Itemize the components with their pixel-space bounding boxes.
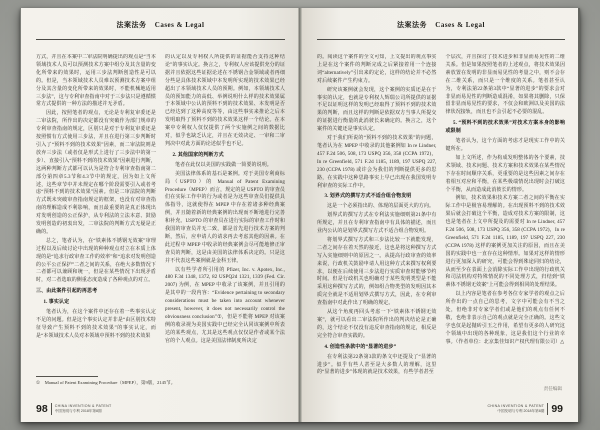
page-header: [36, 20, 285, 40]
footnote-block: [36, 376, 285, 387]
text-column-1: [36, 54, 156, 372]
page-left: [20, 8, 298, 422]
section-heading: 3. 划界式的撰写方式不适合组合物发明: [324, 194, 412, 200]
text-columns: [317, 54, 565, 380]
footer-journal-meta: [55, 404, 112, 413]
footer-journal-name-en: CHINA INVENTION & PATENT: [54, 404, 112, 409]
footer-divider: [547, 403, 548, 415]
page-header: [317, 20, 565, 40]
page-footer-left: [36, 403, 111, 415]
text-column-3: [317, 54, 437, 380]
editor-credit: 责任编辑: [543, 386, 562, 391]
paragraph: 例如，技术效果和技术方案二者之间的平衡在实际工作中是极容易理解的。在出现预料不到的技术效果后就会打破这个平衡，造成对技术方案的限制，这也是笔者在上文中所提及的需要对 In re Lindner, 457 F.2d 506, 508, 173 USPQ 356, 358 (CCPA 1972)，In re Greenfield, 571 F.2d 1185, 1189, 197 USPQ 227, 230 (CCPA 1978) 这样的案例更加关注的原因，而且在美国的实践中也一直存在这种情形。如果对这样的情形进行更加深入的研究，可能会得到殊途同归的结论，从而至少在表面上会消除实际工作中出现的行政机关和司法机构对特殊情况的不同处理方式，归结到“铁素体不锈钢无效案”上可能会得到相同的处理结果。: [445, 196, 565, 289]
paragraph: 如上文所述，作为构成发明整体的各个要素，技术领域、技术问题、技术方案和技术效果在某些情况下存在时间顺序关系，更重要的是这些因素之间存在着相互对应和平衡，在某些极端情况出现时会打破这个平衡，从而造成此消彼长的情形。: [445, 155, 565, 193]
page-number-right: 99: [551, 403, 563, 415]
page-footer-right: [488, 403, 563, 415]
paragraph: 将划界式撰写方式和三步法比较一下就能发现，二者之间存在着天然的接近，这也是将这种撰写方式写入实施细则中的原因之一。从提高行政审查的效率来说，行政机关鼓励申请人用这种方式来撰写权利要求，以便在后续使用三步法进行实质审查时能够节约时间。但是行政机关也明确对于某些发明类型是不能采用这种撰写方式的，例如组合物类型的发明因其本质完全就是不适用划界式撰写方式，因此，在专利审查指南中对此作出了明确的规定。: [317, 237, 437, 307]
paragraph: 笔者认为，在这个案件中还存在着一些事实认定不足的问题。但是这个事实认定并非是“由区别技术特征导致产生预料不到的技术效果”的事实认定，而是“本领域技术人员对本领域中预料不到的技术效果: [36, 310, 156, 339]
section-heading: 三、由此案件引起的再思考: [36, 289, 98, 295]
header-title-en: Cases & Legal: [435, 21, 485, 29]
paragraph: 以上内容是笔者在参考各位专家学者的观点之后所作出的一点自己的思考，文字中可能会有不当之处，但绝非对专家学者们或是他们的观点有任何不敬，也绝非表示自己的观点就是完全正确的。这些文字也仅是起抛砖引玉之作用，希望有更多的人研究这个领域中出现的各种现象，这是我们这个行业的幸事。（作者单位：北京集佳知识产权代理有限公司）△: [445, 292, 565, 345]
paragraph: 方式，并且在本案中二审法院明确提出的观点是“当本领域技术人员可以预测技术方案中组分及其含量的变化所带来的效果时，运用三步法判断创造性是可以的。但是，当本领域技术人员难以预测技术方案中组分及其含量的变化所带来的效果时，不能机械地适用三步法”，这与专利审查指南中对于三步法只是遵循惯常方式提供的一种方法的描述并无矛盾。: [36, 55, 156, 108]
paragraph: 从这个角度再回头考虑一下“铁素体不锈钢无效案”，就可以看出二审法院所作出的判决结论是正确的，这个结论不仅没有违反审查指南的规定，相反是完全符合审查实践的。: [317, 310, 437, 339]
paragraph: 的认定以及专利权人所提供的证据能否支持这种结论”的事实认定。换言之，专利权人应该提供充分的证据并且依据这些证据论述在不锈钢合金领域或者再细分些是具体技术领域中本发明所实现的技术效果已经超出了本领域技术人员的预期。例如，本领域技术人员的预知能力的高低、举例说明什么样的技术效果属于本领域中公认的预料不到的技术效果、本发明是否已经达到了这种高度等等，由这些事实来推论之后本发明取得了预料不到的技术效果这样一个结论。在本案中专利权人仅仅提供了两个实施例之间的数据比对，似乎也缺乏认定，并且在无效决定、一审和二审判决中对此方面的论述似乎也不足。: [165, 55, 285, 147]
header-title-cn: 法案法务: [116, 22, 147, 29]
paragraph: 研究该案例就会发现，这个案例的实质还是在于事实的认定，也就是专利权人辉瑞公司所提供的证据不足以证明这样的发明已经取得了预料不到的技术效果的判断，而且这样的判断是依据双方当事人所提交的证据进行衡量的此消彼长来确定的。换言之，这个案件的关键还是事实认定。: [317, 87, 437, 133]
paragraph: 美国法律体系的基石是案例。对于美国专利商标局（USPTO）的 Manual of Patent Examining Procedure（MPEP）而言，规定的是 USPTO 的审查员们在实际工作中的行为或者是为这些审查员们提供具体指导，这就使得在 MPEP 中存在着诸多种经典案例，并且随着新的经典案例的出现而不断地进行完善和补充。USPTO 的审查员在进行实际的审查工作时和我国的审查员并无二致，都是首先进行技术方案的判断，然后，应申请人的请求再去考虑其他的因素。在此过程中 MPEP 中收录的经典案例会尽可能地修正审查员的判断，这是由美国的法律体系决定的。只是这并不代表这些案例就是金科玉律。: [165, 171, 285, 264]
text-column-2: [165, 54, 285, 372]
footer-journal-name-cn: 中国发明与专利 2018年第8期: [54, 409, 102, 413]
paragraph: 的。阅读这个案件的全文可知，上文提出的观点事实上是在这个案件的判断完成之后紧接着用一个连接词“alternatively”引出来的定论，这样的结论并不必然对后续案件产生约束力。: [317, 55, 437, 84]
footnote-rule: [36, 376, 98, 377]
section-heading: 1. 事实认定: [43, 300, 70, 306]
paragraph: 总之，笔者认为，在“铁素体不锈钢无效案”审理过程以及后续讨论中出现的种种观点对立在本质上体现的是“追求行政审查工作的效率”和“追求对发明创造的公平公正保护”二者之间的关系，在绝大多数情况下二者都可以兼顾和统一，但是在某些情况下出现矛盾时，对二者选取的侧重态度造成了各种观点的对立。: [36, 238, 156, 284]
footer-journal-meta: [488, 404, 545, 413]
section-heading: 4. 创造性条款中的“显著的进步”: [324, 344, 397, 350]
paragraph: 笔者认为，这个方面的考虑才是现实工作中的关键所在。: [445, 139, 565, 152]
page-right: [302, 8, 580, 422]
paragraph: 笔者在此仅以美国的实践做一简要的说明。: [175, 162, 272, 168]
paragraph: 因此，按照笔者的观点，无论是专利复审委还是二审法院，所作出的决定都没有突破作为部门规章的专利审查指南的规定，区别只是对于专利复审委还是按照惯有方式使用三步法，并且在进行第三步判断时引入了“预料不到的技术效果”因素，而二审法院则是放弃三步法（或者仅是形式上进行了三步法中的第一步）、直接引入“预料不到的技术效果”因素进行判断，这两种判断方式都可以认为是符合专利审查指南第二部分第四章5.3节和4.3节中的规定，因为如上文所述，这些章节中并未规定在哪个阶段需要引入或者考虑“预料不到的技术效果”因素。但是二审法院的判断方式既未突破审查指南规定的框架，也没有对审查指南的理解造成不利影响，而且最重要的是真正体现出对发明创造的公正保护，从专利法的立法本意、鼓励发明创造的初衷出发，二审法院的判断方式无疑是正确的。: [36, 111, 156, 235]
header-title-en: Cases & Legal: [154, 21, 205, 29]
section-heading: 2. 其他国家的判断方式: [172, 152, 224, 158]
footer-divider: [51, 403, 52, 415]
paragraph: 个层次，并且探讨了技术进步和非显而易见性的二维关系。但是如果按照笔者的上述观点，将技术效果因素放置在发明的非显而易见性的考量之中，则不会存在二维关系，而只是一个维度的关系。笔者甚至认为，专利法第22条第3款中“显著的进步”的要求会对非显而易见性的判断造成混淆，如果将其删除，只保留非显而易见性的要求，不仅会和欧洲以及美国的法律状况接轨，而且也不会引起不必要的混乱。: [445, 55, 565, 116]
page-number-left: 98: [36, 403, 48, 415]
footer-journal-name-cn: 中国发明与专利 2018年第8期: [497, 409, 545, 413]
footer-journal-name-en: CHINA INVENTION & PATENT: [487, 404, 545, 409]
paragraph: 对于我们所说的“预料不到的技术效果”的问题，笔者认为在 MPEP 中收录的其他案例如 In re Lindner, 457 F.2d 506, 508, 173 USPQ 356, 358 (CCPA 1972)，In re Greenfield, 571 F.2d 1185, 1189, 197 USPQ 227, 230 (CCPA 1978) 或许会为我们的判断提供更多的思路，在实践中这种思路事实上早已出现在我国发明专利审查的实际工作中。: [317, 136, 437, 189]
text-column-4: [446, 54, 566, 380]
text-columns: [36, 54, 285, 372]
section-heading: 5. “预料不到的技术效果”对技术方案本身的影响或限制: [445, 121, 565, 135]
paragraph: 在专利法第22条第3款的条文中还提及了“显著的进步”。似乎有些人甚至是大多数人的理解，这里的“显著的进步”体现的就是技术效果，有些学者甚至: [317, 354, 437, 376]
footnote-text: ① Manual of Patent Examining Procedure（MPEP），第9版，2145节。: [36, 380, 176, 385]
paragraph: 以有些学者所引用的 Pfizer, Inc. v. Apotex, Inc., 480 F.3d 1348, 1372, 82 USPQ2d 1321, 1339 (Fed. Cir. 2007) 为例，在 MPEP 中收录了该案例，并且引用的是其中的一段内容：“Evidence pertaining to secondary considerations must be taken into account whenever present, however, it does not necessarily control the obviousness conclusion”①，但是不能将 MPEP 对该案例的收录视为美国实践中已经完全认同该案例中所表达的某些观点，尤其是这些观点仅仅是作者或某个法官的个人观点。这是美国法律制度所决定: [165, 267, 285, 344]
paragraph: 这是一个必须指出的、体现的层面更大的方向。: [327, 204, 435, 210]
journal-spread: [20, 8, 580, 422]
paragraph: 划界式的撰写方式在专利法实施细则第21条中有所规定，并且在专利审查指南中有具体的描述，而且业内公认的是划界式撰写方式不适合组合物发明。: [317, 213, 437, 235]
header-title-cn: 法案法务: [397, 22, 428, 29]
